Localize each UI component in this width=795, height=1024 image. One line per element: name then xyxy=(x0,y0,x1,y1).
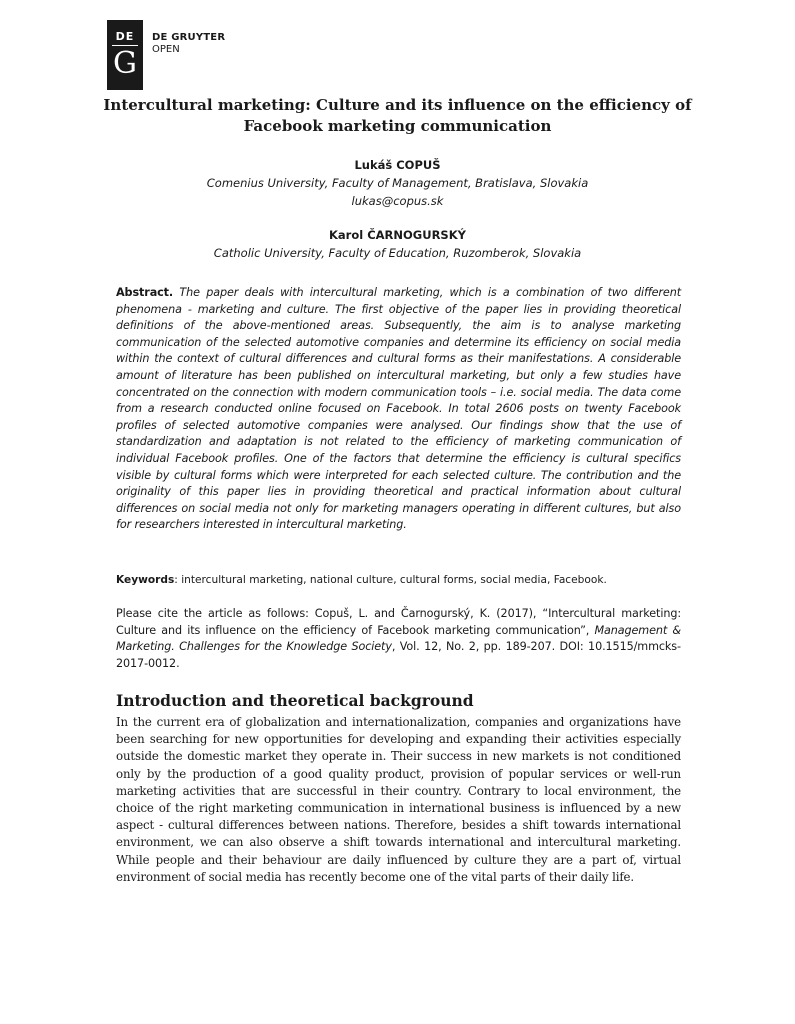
section-body: In the current era of globalization and internationalization, companies and organizations have been searching for new opportunities for developing and expanding their activities especially outside the domestic market they operate in. Their success in new markets is not conditioned only by the production of a good quality product, provision of popular services or well-run marketing activities that are successful in their country. Contrary to local environment, the choice of the right marketing communication in international business is influenced by a new aspect - cultural differences between nations. Therefore, besides a shift towards international environment, we can also observe a shift towards international and intercultural marketing. While people and their behaviour are daily influenced by culture they are a part of, virtual environment of social media has recently become one of the vital parts of their daily life. xyxy=(116,715,681,884)
logo-g-text: G xyxy=(113,46,137,81)
citation-journal: Management & Marketing. Challenges for the Knowledge Society xyxy=(116,623,682,654)
author-list xyxy=(100,156,695,262)
author-affiliation: Catholic University, Faculty of Education, Ruzomberok, Slovakia xyxy=(213,246,582,260)
paper-title: Intercultural marketing: Culture and its influence on the efficiency of Facebook marketing communication xyxy=(103,96,692,135)
section-heading: Introduction and theoretical background xyxy=(116,691,474,710)
keywords xyxy=(116,572,681,588)
citation-note xyxy=(116,606,681,672)
publisher-name: DE GRUYTER xyxy=(152,32,226,43)
publisher-logo xyxy=(107,20,143,90)
author-block xyxy=(100,156,695,210)
keywords-label: Keywords xyxy=(116,574,175,586)
author-name: Karol ČARNOGURSKÝ xyxy=(329,228,466,242)
keywords-text: : intercultural marketing, national culture, cultural forms, social media, Facebook. xyxy=(174,574,607,586)
abstract xyxy=(116,285,681,534)
citation-prefix: Please cite the article as follows: Copuš, L. and Čarnogurský, K. (2017), “Intercultural marketing: Culture and its influence on the efficiency of Facebook marketing communication”, xyxy=(116,607,681,637)
publisher-wordmark xyxy=(152,32,225,56)
publisher-imprint: OPEN xyxy=(152,44,180,55)
author-email: lukas@copus.sk xyxy=(351,194,444,208)
author-name: Lukáš COPUŠ xyxy=(354,158,441,172)
abstract-text: The paper deals with intercultural marketing, which is a combination of two different phenomena - marketing and culture. The first objective of the paper lies in providing theoretical definitions of the above-mentioned areas. Subsequently, the aim is to analyse marketing communication of the selected automotive companies and determine its efficiency on social media within the context of cultural differences and cultural forms as their manifestations. A considerable amount of literature has been published on intercultural marketing, but only a few studies have concentrated on the connection with modern communication tools – i.e. social media. The data come from a research conducted online focused on Facebook. In total 2606 posts on twenty Facebook profiles of selected automotive companies were analysed. Our findings show that the use of standardization and adaptation is not related to the efficiency of marketing communication of individual Facebook profiles. One of the factors that determine the efficiency is cultural specifics visible by cultural forms which were interpreted for each selected culture. The contribution and the originality of this paper lies in providing theoretical and practical information about cultural differences on social media not only for marketing managers operating in different cultures, but also for researchers interested in intercultural marketing. xyxy=(116,286,681,532)
abstract-label: Abstract. xyxy=(116,286,174,299)
logo-de-text: DE xyxy=(115,30,135,43)
author-affiliation: Comenius University, Faculty of Management, Bratislava, Slovakia xyxy=(206,176,589,190)
citation-suffix: , Vol. 12, No. 2, pp. 189-207. DOI: 10.1515/mmcks-2017-0012. xyxy=(116,640,681,670)
author-block xyxy=(100,226,695,262)
